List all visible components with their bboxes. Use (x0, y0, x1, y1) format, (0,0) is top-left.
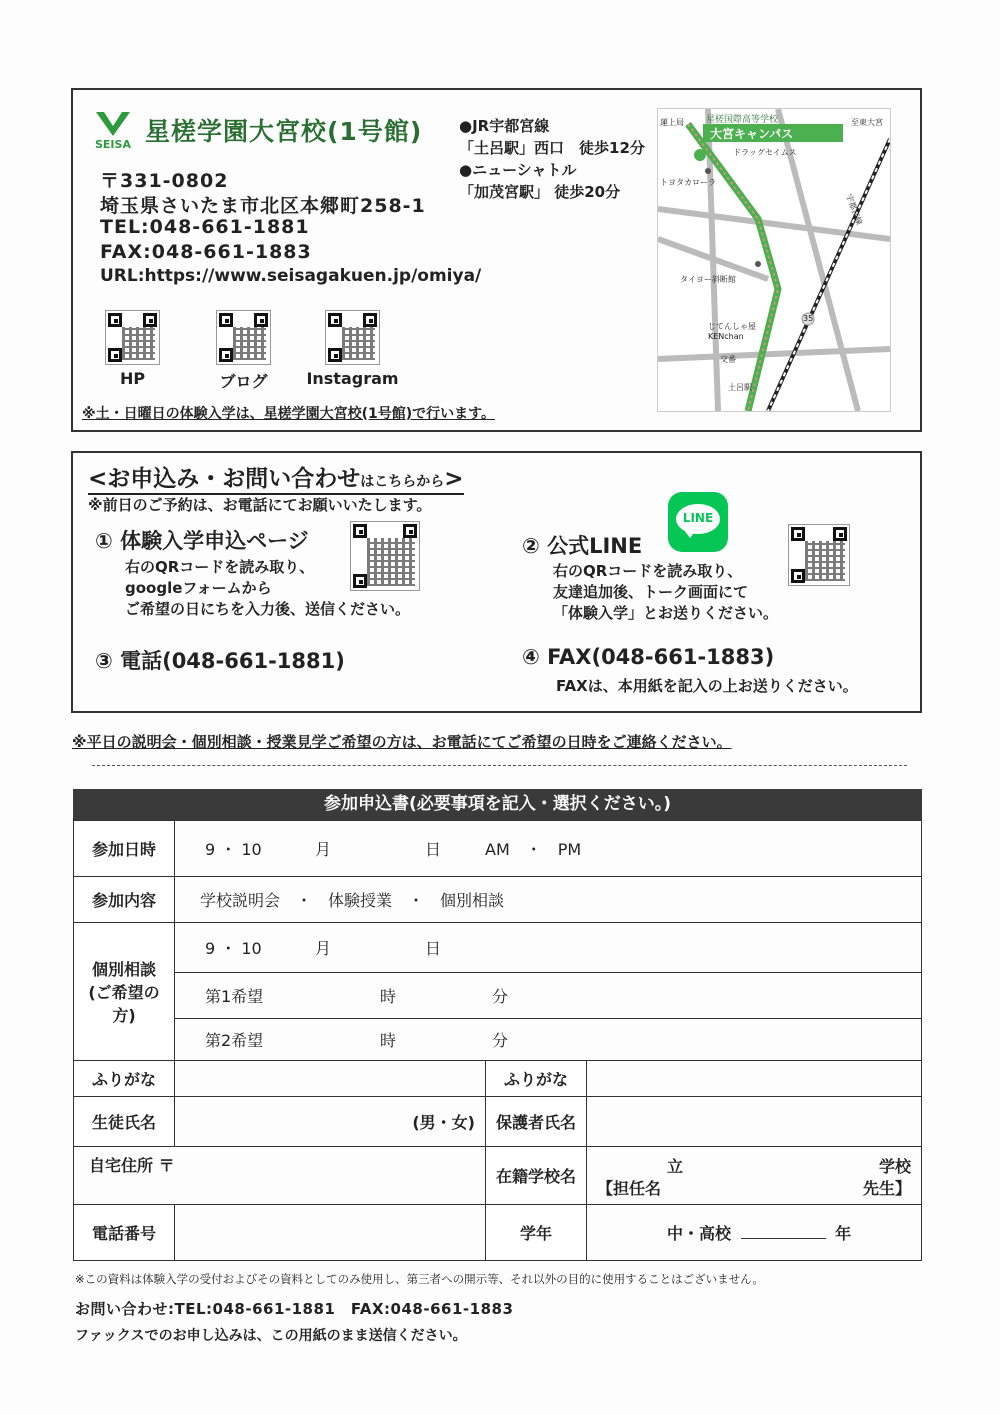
qr-instagram[interactable] (325, 310, 380, 365)
consult-label-cell (74, 923, 175, 1061)
wish2-hour: 時 (380, 1031, 397, 1050)
map-label-6: 土呂駅 (728, 383, 752, 392)
map-label-4: タイヨー斜断館 (680, 275, 736, 284)
consult-day-unit: 日 (425, 939, 442, 958)
student-furigana-label: ふりがな (74, 1061, 175, 1097)
teacher-close: 先生】 (862, 1178, 911, 1198)
qr-application-form[interactable] (350, 521, 420, 591)
postal-code: 〒331-0802 (100, 170, 229, 192)
map-label-9: 35 (803, 314, 814, 323)
access-map (657, 108, 891, 412)
map-label-8: 宇都宮線 (844, 192, 864, 227)
cut-line (92, 765, 907, 766)
contact-line: お問い合わせ:TEL:048-661-1881 FAX:048-661-1883 (75, 1300, 514, 1318)
student-furigana-field[interactable] (175, 1061, 486, 1097)
guardian-furigana-label: ふりがな (486, 1061, 587, 1097)
form-title: 参加申込書(必要事項を記入・選択ください。) (73, 789, 922, 820)
map-label-school: 星槎国際高等学校 (706, 115, 779, 125)
grade-field[interactable] (587, 1205, 922, 1261)
guardian-furigana-field[interactable] (587, 1061, 922, 1097)
wish1-hour: 時 (380, 987, 397, 1006)
guardian-name-field[interactable] (587, 1097, 922, 1147)
phone-field[interactable] (175, 1205, 486, 1261)
content-label: 参加内容 (74, 877, 175, 923)
item4-title: ④ FAX(048-661-1883) (522, 645, 775, 669)
address: 埼玉県さいたま市北区本郷町258-1 (100, 195, 426, 217)
qr-blog[interactable] (216, 310, 271, 365)
teacher-open: 【担任名 (597, 1178, 662, 1198)
date-day-unit: 日 (425, 840, 442, 859)
wish2-field[interactable] (175, 1019, 922, 1061)
line-icon[interactable] (668, 492, 728, 552)
fax-note: ファックスでのお申し込みは、この用紙のまま送信ください。 (75, 1328, 467, 1344)
item1-title: ① 体験入学申込ページ (95, 529, 309, 553)
qr-hp-label: HP (119, 369, 146, 388)
apply-heading-main: <お申込み・お問い合わせ (88, 466, 361, 492)
apply-heading-small: はこちらから (360, 474, 445, 490)
qr-hp[interactable] (105, 310, 160, 365)
weekend-note: ※土・日曜日の体験入学は、星槎学園大宮校(1号館)で行います。 (82, 406, 496, 422)
map-label-0: 蓮上局 (660, 118, 684, 127)
address-label: 自宅住所 〒 (89, 1156, 175, 1175)
item2-line-3: 「体験入学」とお送りください。 (553, 604, 779, 622)
map-label-3: トヨタカローラ (660, 178, 716, 187)
map-label-7: 交番 (720, 355, 736, 364)
qr-blog-label: ブログ (219, 372, 268, 391)
line-icon-text: LINE (682, 511, 714, 525)
item2-line-1: 右のQRコードを読み取り、 (553, 562, 743, 580)
item2-title: ② 公式LINE (522, 534, 643, 558)
qr-instagram-label: Instagram (306, 369, 399, 388)
privacy-note: ※この資料は体験入学の受付およびその資料としてのみ使用し、第三者への開示等、それ以外の目的に使用することはございません。 (75, 1272, 764, 1286)
consult-label: 個別相談 (91, 960, 156, 979)
student-name-label: 生徒氏名 (74, 1097, 175, 1147)
consult-month-unit: 月 (315, 939, 332, 958)
consult-month-options[interactable]: 9 ・ 10 (205, 939, 262, 958)
gender-options[interactable]: (男・女) (412, 1113, 475, 1132)
weekday-note: ※平日の説明会・個別相談・授業見学ご希望の方は、お電話にてご希望の日時をご連絡ください。 (72, 733, 732, 751)
content-options[interactable]: 学校説明会 ・ 体験授業 ・ 個別相談 (175, 877, 922, 923)
consult-sub: (ご希望の方) (88, 983, 160, 1025)
access-line-4: 「加茂宮駅」 徒歩20分 (459, 183, 621, 201)
tel: TEL:048-661-1881 (100, 216, 310, 238)
apply-heading (88, 460, 464, 495)
logo-text: SEISA (95, 138, 131, 151)
qr-line[interactable] (788, 524, 850, 586)
address-field[interactable] (74, 1147, 486, 1205)
date-label: 参加日時 (74, 821, 175, 877)
access-line-2: 「土呂駅」西口 徒歩12分 (459, 139, 645, 157)
item1-line-1: 右のQRコードを読み取り、 (125, 558, 315, 576)
school-name: 星槎学園大宮校(1号館) (145, 117, 423, 146)
grade-nen: 年 (835, 1224, 852, 1243)
map-label-2: ドラッグセイムス (733, 148, 797, 157)
date-field[interactable] (175, 821, 922, 877)
wish1-minute: 分 (492, 987, 509, 1006)
wish1-label: 第1希望 (205, 987, 264, 1006)
wish2-label: 第2希望 (205, 1031, 264, 1050)
wish1-field[interactable] (175, 973, 922, 1019)
grade-blank[interactable] (741, 1238, 826, 1239)
map-label-campus: 大宮キャンパス (710, 127, 794, 141)
access-line-3: ●ニューシャトル (459, 161, 577, 179)
map-label-5: じてんしゃ屋 KENchan (708, 322, 756, 341)
item2-line-2: 友達追加後、トーク画面にて (553, 583, 749, 601)
date-ampm-options[interactable]: AM ・ PM (485, 840, 582, 859)
student-name-field[interactable] (175, 1097, 486, 1147)
school-name-field[interactable] (587, 1147, 922, 1205)
date-month-unit: 月 (315, 840, 332, 859)
grade-label: 学年 (486, 1205, 587, 1261)
item4-line: FAXは、本用紙を記入の上お送りください。 (556, 677, 858, 695)
url-link[interactable]: URL:https://www.seisagakuen.jp/omiya/ (100, 266, 482, 286)
school-gakko: 学校 (878, 1156, 911, 1176)
item1-line-2: googleフォームから (125, 579, 272, 597)
apply-heading-end: > (444, 466, 464, 492)
grade-options[interactable]: 中・高校 (667, 1224, 732, 1243)
wish2-minute: 分 (492, 1031, 509, 1050)
guardian-name-label: 保護者氏名 (486, 1097, 587, 1147)
consult-date-field[interactable] (175, 923, 922, 973)
application-form (73, 820, 922, 1261)
item3-title: ③ 電話(048-661-1881) (95, 649, 345, 673)
access-line-1: ●JR宇都宮線 (459, 117, 550, 135)
phone-label: 電話番号 (74, 1205, 175, 1261)
date-month-options[interactable]: 9 ・ 10 (205, 840, 262, 859)
fax: FAX:048-661-1883 (100, 241, 312, 263)
school-name-label: 在籍学校名 (486, 1147, 587, 1205)
prior-note: ※前日のご予約は、お電話にてお願いいたします。 (88, 496, 432, 514)
school-ritsu: 立 (667, 1156, 684, 1176)
item1-line-3: ご希望の日にちを入力後、送信ください。 (125, 600, 411, 618)
map-label-1: 至東大宮 (851, 118, 883, 127)
